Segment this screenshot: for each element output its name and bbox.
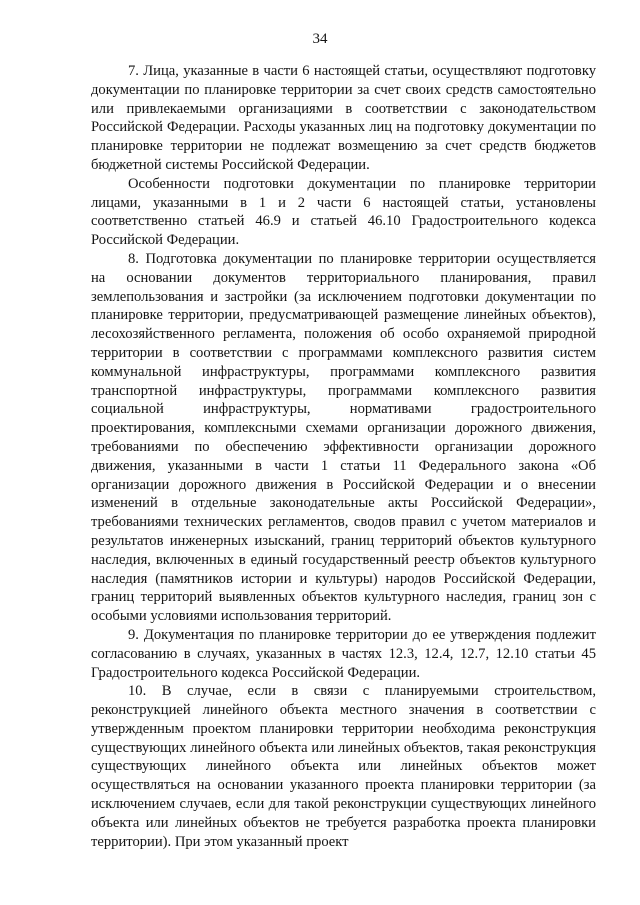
document-body (91, 62, 596, 851)
page-number: 34 (312, 31, 328, 47)
paragraph-7: 7. Лица, указанные в части 6 настоящей статьи, осуществляют подготовку документации по планировке территории за счет своих средств самостоятельно или привлекаемыми организациями в соответствии с законодательством Российской Федерации. Расходы указанных лиц на подготовку документации по планировке территории не подлежат возмещению за счет средств бюджетов бюджетной системы Российской Федерации. (91, 63, 596, 173)
paragraph-10: 10. В случае, если в связи с планируемыми строительством, реконструкцией линейного объекта местного значения в соответствии с утвержденным проектом планировки территории необходима реконструкция существующих линейного объекта или линейных объектов, такая реконструкция существующих линейного объекта или линейных объектов может осуществляться на основании указанного проекта планировки территории (за исключением случаев, если для такой реконструкции существующих линейного объекта или линейных объектов не требуется разработка проекта планировки территории). При этом указанный проект (91, 683, 596, 850)
paragraph-7-peculiarities: Особенности подготовки документации по планировке территории лицами, указанными в 1 и 2 части 6 настоящей статьи, установлены соответственно статьей 46.9 и статьей 46.10 Градостроительного кодекса Российской Федерации. (91, 175, 596, 249)
paragraph-9: 9. Документация по планировке территории до ее утверждения подлежит согласованию в случаях, указанных в частях 12.3, 12.4, 12.7, 12.10 статьи 45 Градостроительного кодекса Российской Федерации. (91, 626, 596, 681)
paragraph-8: 8. Подготовка документации по планировке территории осуществляется на основании документов территориального планирования, правил землепользования и застройки (за исключением подготовки документации по планировке территории, предусматривающей размещение линейных объектов), лесохозяйственного регламента, положения об особо охраняемой природной территории в соответствии с программами комплексного развития систем коммунальной инфраструктуры, программами комплексного развития транспортной инфраструктуры, программами комплексного развития социальной инфраструктуры, нормативами градостроительного проектирования, комплексными схемами организации дорожного движения, требованиями по обеспечению эффективности организации дорожного движения, указанными в части 1 статьи 11 Федерального закона «Об организации дорожного движения в Российской Федерации и о внесении изменений в отдельные законодательные акты Российской Федерации», требованиями технических регламентов, сводов правил с учетом материалов и результатов инженерных изысканий, границ территорий объектов культурного наследия, включенных в единый государственный реестр объектов культурного наследия (памятников истории и культуры) народов Российской Федерации, границ территорий выявленных объектов культурного наследия, границ зон с особыми условиями использования территорий. (91, 250, 596, 625)
